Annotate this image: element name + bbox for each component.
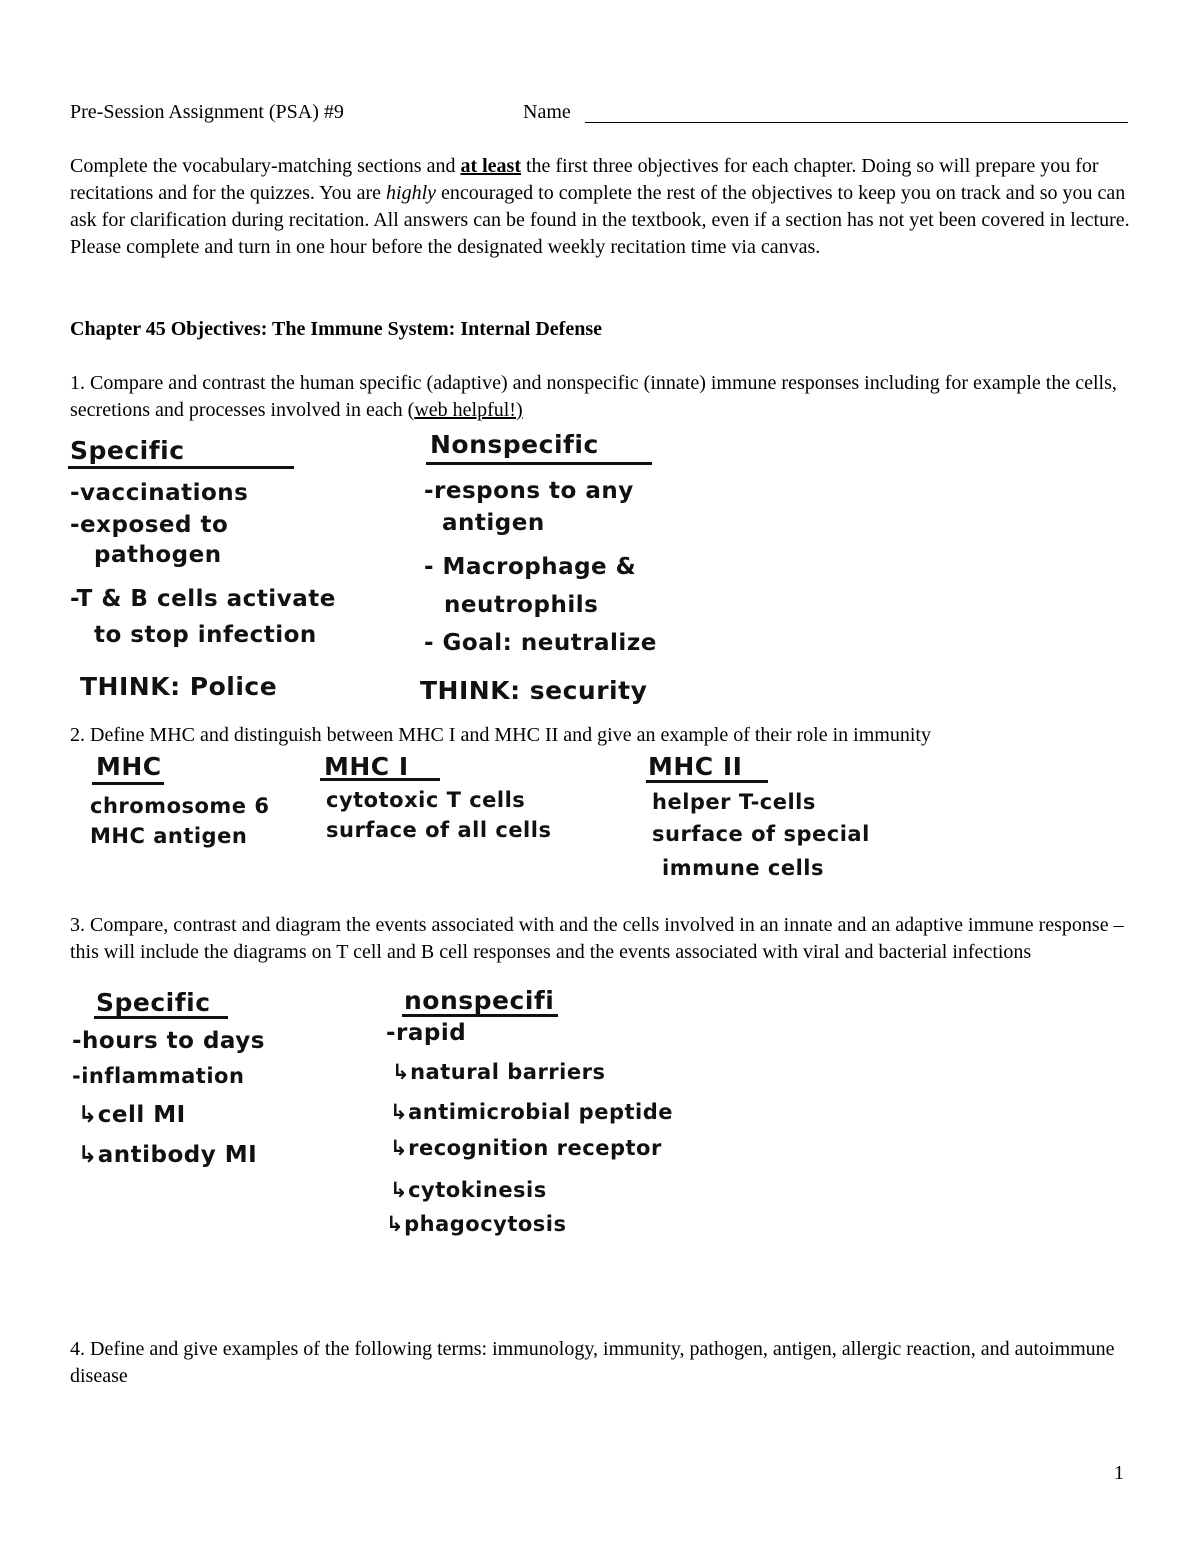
q1-specific-line: -vaccinations [70, 480, 249, 506]
objective-3: 3. Compare, contrast and diagram the events associated with and the cells involved in an innate and an adaptive immune response – this will include the diagrams on T cell and B cell responses and the events associated with viral and bacterial infections [70, 914, 1124, 963]
q2-mhc2-line: surface of special [652, 822, 870, 846]
assignment-title: Pre-Session Assignment (PSA) #9 [70, 101, 344, 123]
q2-mhc2-line: immune cells [662, 856, 825, 880]
q1-specific-line: -exposed to [70, 512, 229, 538]
q2-mhc2-heading: MHC II [648, 752, 743, 781]
chapter-heading: Chapter 45 Objectives: The Immune System: Internal Defense [70, 318, 602, 340]
page-number: 1 [1114, 1462, 1124, 1484]
q3-nonspecific-heading: nonspecifi [404, 986, 555, 1015]
q3-specific-line: ↳cell MI [78, 1102, 186, 1128]
q1-specific-line: THINK: Police [80, 672, 278, 701]
q1-specific-line: to stop infection [94, 622, 317, 648]
q2-mhc-underline [92, 782, 164, 785]
q1-nonspecific-line: - Goal: neutralize [424, 630, 657, 656]
q3-nonspecific-line: ↳recognition receptor [390, 1136, 662, 1160]
q1-nonspecific-line: - Macrophage & [424, 554, 637, 580]
name-label: Name [523, 101, 571, 123]
objective-4: 4. Define and give examples of the following terms: immunology, immunity, pathogen, antigen, allergic reaction, and autoimmune disease [70, 1338, 1115, 1387]
q1-nonspecific-line: neutrophils [444, 592, 599, 618]
q2-mhc-heading: MHC [96, 752, 162, 781]
q3-specific-heading: Specific [96, 988, 211, 1017]
q3-specific-underline [94, 1016, 228, 1019]
q2-mhc2-line: helper T-cells [652, 790, 816, 814]
q2-mhc2-underline [646, 780, 768, 783]
objective-2: 2. Define MHC and distinguish between MHC I and MHC II and give an example of their role in immunity [70, 724, 931, 746]
q1-nonspecific-heading: Nonspecific [430, 430, 599, 459]
q1-specific-underline [68, 466, 294, 469]
q1-nonspecific-line: THINK: security [420, 676, 648, 705]
q1-specific-line: pathogen [94, 542, 222, 568]
intro-text-2: the first three objectives for each chapter. Doing so will prepare you for recitations and for the quizzes. You are [70, 155, 1099, 204]
q2-mhc-line: MHC antigen [90, 824, 248, 848]
q2-mhc1-line: surface of all cells [326, 818, 552, 842]
q3-nonspecific-line: ↳cytokinesis [390, 1178, 547, 1202]
intro-italic: highly [386, 182, 437, 204]
intro-emphasis: at least [460, 155, 521, 177]
intro-text-3: encouraged to complete the rest of the objectives to keep you on track and so you can ask for clarification during recitation. All answers can be found in the textbook, even if a section has not yet been covered in lecture. Please complete and turn in one hour before the designated weekly recitation time via canvas. [70, 182, 1130, 258]
q1-nonspecific-line: -respons to any [424, 478, 634, 504]
objective-1 [70, 370, 1132, 424]
q2-mhc1-line: cytotoxic T cells [326, 788, 526, 812]
q2-mhc-line: chromosome 6 [90, 794, 270, 818]
q3-specific-line: ↳antibody MI [78, 1142, 258, 1168]
q3-specific-line: -hours to days [72, 1028, 265, 1054]
q1-nonspecific-line: antigen [442, 510, 545, 536]
q3-nonspecific-underline [402, 1014, 558, 1017]
q1-specific-line: -T & B cells activate [70, 586, 336, 612]
q1-specific-heading: Specific [70, 436, 185, 465]
q3-nonspecific-line: ↳natural barriers [392, 1060, 606, 1084]
q3-nonspecific-line: ↳phagocytosis [386, 1212, 567, 1236]
q1-nonspecific-underline [426, 462, 652, 465]
name-blank-line [585, 122, 1128, 123]
q3-nonspecific-line: ↳antimicrobial peptide [390, 1100, 673, 1124]
web-helpful-link[interactable]: web helpful!) [414, 399, 523, 421]
intro-paragraph [70, 153, 1132, 261]
q2-mhc1-heading: MHC I [324, 752, 409, 781]
intro-text-1: Complete the vocabulary-matching sections and [70, 155, 461, 177]
objective-1-text: 1. Compare and contrast the human specific (adaptive) and nonspecific (innate) immune responses including for example the cells, secretions and processes involved in each ( [70, 372, 1117, 421]
q3-specific-line: -inflammation [72, 1064, 245, 1088]
q2-mhc1-underline [320, 778, 440, 781]
q3-nonspecific-line: -rapid [386, 1020, 467, 1046]
